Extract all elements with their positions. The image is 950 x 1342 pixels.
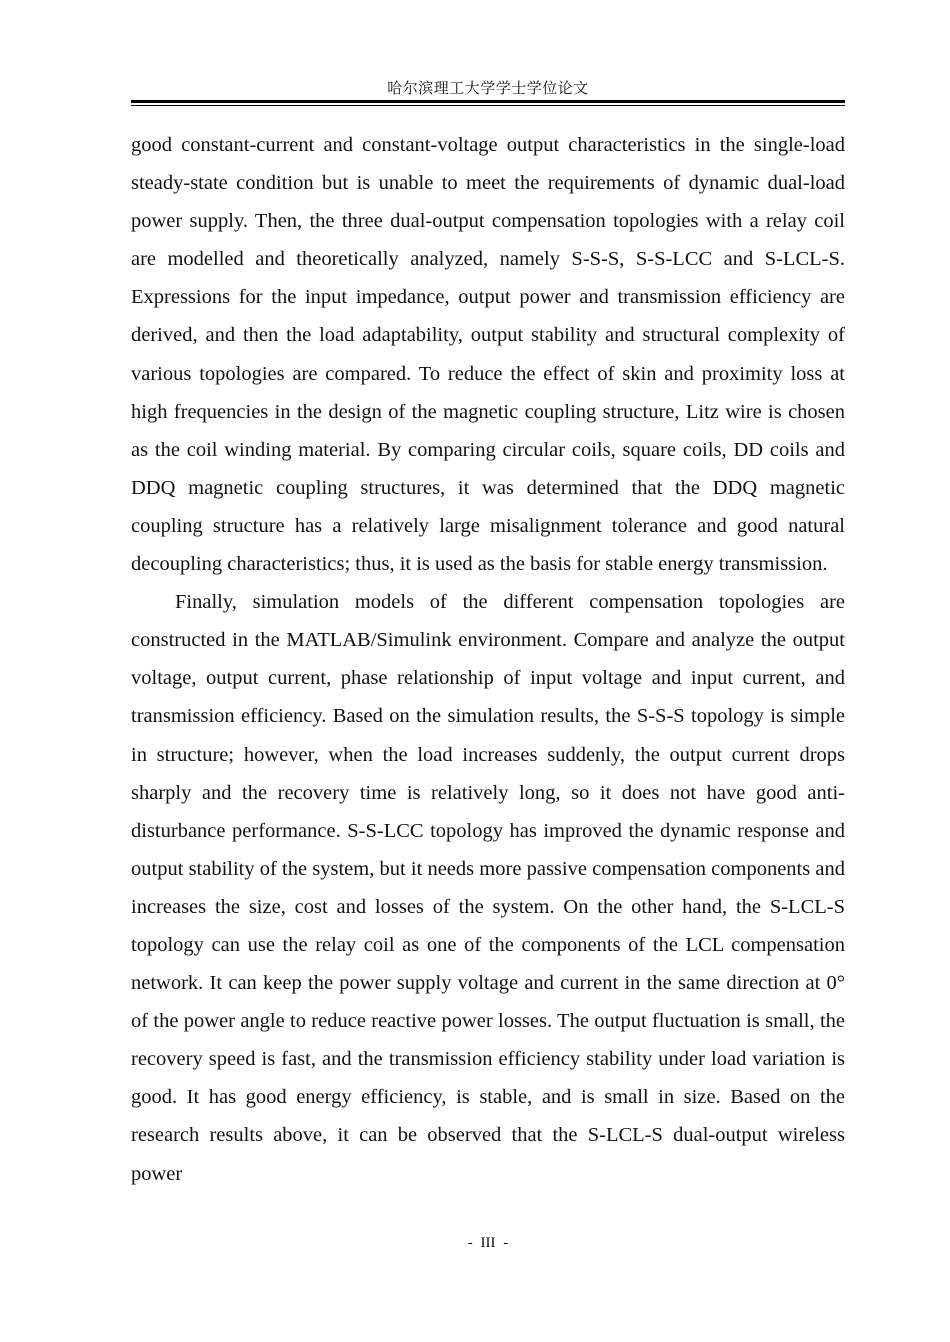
running-header: 哈尔滨理工大学学士学位论文 [387, 79, 589, 97]
paragraph-continued: good constant-current and constant-voltage output characteristics in the single-load steady-state condition but is unable to meet the requirements of dynamic dual-load power supply. Then, the three dual-output compensation topologies with a relay coil are modelled and theoretically analyzed, namely S-S-S, S-S-LCC and S-LCL-S. Expressions for the input impedance, output power and transmission efficiency are derived, and then the load adaptability, output stability and structural complexity of various topologies are compared. To reduce the effect of skin and proximity loss at high frequencies in the design of the magnetic coupling structure, Litz wire is chosen as the coil winding material. By comparing circular coils, square coils, DD coils and DDQ magnetic coupling structures, it was determined that the DDQ magnetic coupling structure has a relatively large misalignment tolerance and good natural decoupling characteristics; thus, it is used as the basis for stable energy transmission. [131, 134, 845, 576]
header-rule-thin [131, 105, 845, 106]
paragraph-finally: Finally, simulation models of the different compensation topologies are constructed in the MATLAB/Simulink environment. Compare and analyze the output voltage, output current, phase relationship of input voltage and input current, and transmission efficiency. Based on the simulation results, the S-S-S topology is simple in structure; however, when the load increases suddenly, the output current drops sharply and the recovery time is relatively long, so it does not have good anti-disturbance performance. S-S-LCC topology has improved the dynamic response and output stability of the system, but it needs more passive compensation components and increases the size, cost and losses of the system. On the other hand, the S-LCL-S topology can use the relay coil as one of the components of the LCL compensation network. It can keep the power supply voltage and current in the same direction at 0° of the power angle to reduce reactive power losses. The output fluctuation is small, the recovery speed is fast, and the transmission efficiency stability under load variation is good. It has good energy efficiency, is stable, and is small in size. Based on the research results above, it can be observed that the S-LCL-S dual-output wireless power [131, 591, 845, 1185]
page-number: - III - [467, 1235, 509, 1251]
header-rule-thick [131, 100, 845, 103]
body-text [131, 126, 845, 1193]
